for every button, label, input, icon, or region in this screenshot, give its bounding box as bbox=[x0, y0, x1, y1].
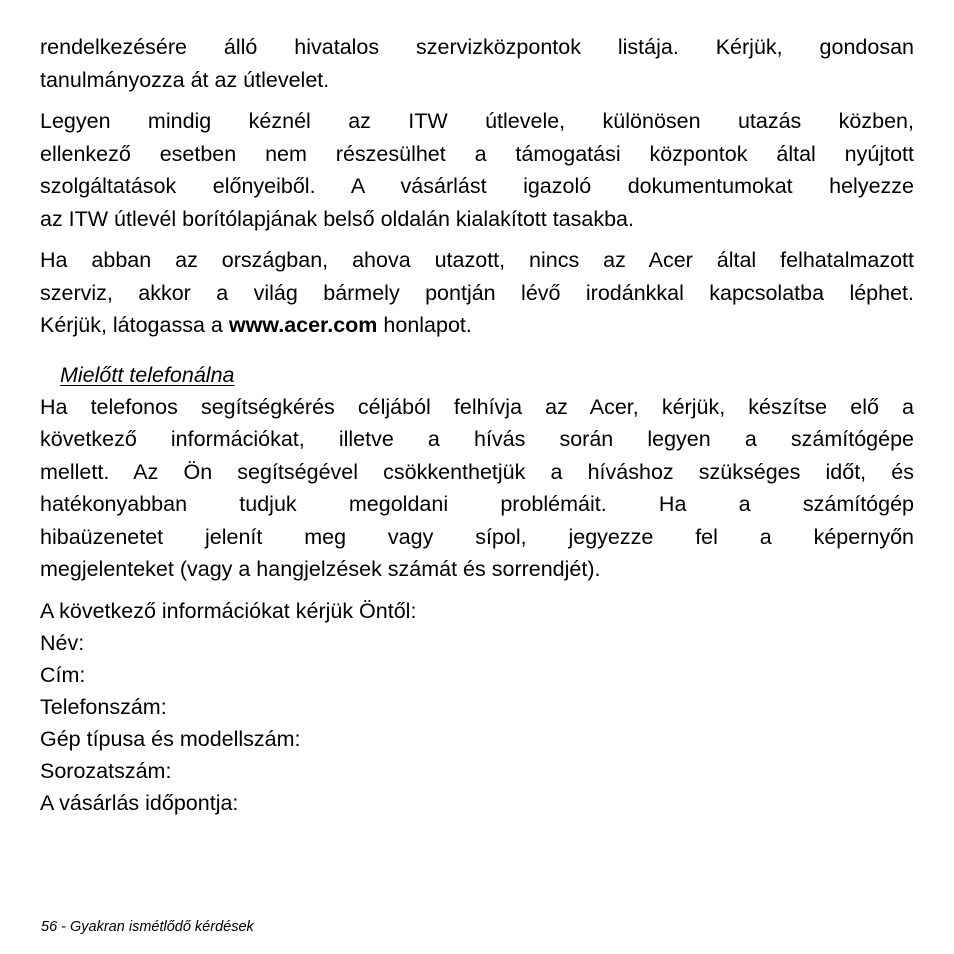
text-line: szolgáltatások előnyeiből. A vásárlást igazoló dokumentumokat helyezze bbox=[40, 174, 914, 198]
visit-prefix: Kérjük, látogassa a bbox=[40, 313, 229, 337]
text-line: Legyen mindig kéznél az ITW útlevele, különösen utazás közben, bbox=[40, 109, 914, 133]
paragraph-no-authorized-service bbox=[40, 244, 914, 342]
page-footer: 56 - Gyakran ismétlődő kérdések bbox=[41, 919, 254, 935]
text-line: Ha abban az országban, ahova utazott, nincs az Acer által felhatalmazott bbox=[40, 248, 914, 272]
paragraph-itw-passport bbox=[40, 105, 914, 235]
document-page bbox=[40, 31, 914, 819]
field-address-label: Cím: bbox=[40, 663, 86, 687]
field-phone-label: Telefonszám: bbox=[40, 695, 167, 719]
field-model-label: Gép típusa és modellszám: bbox=[40, 727, 301, 751]
text-line: megjelenteket (vagy a hangjelzések számát és sorrendjét). bbox=[40, 557, 601, 581]
paragraph-service-centers bbox=[40, 31, 914, 96]
info-request-intro: A következő információkat kérjük Öntől: bbox=[40, 598, 417, 623]
required-info-list bbox=[40, 627, 914, 819]
field-name-label: Név: bbox=[40, 631, 85, 655]
text-line: ellenkező esetben nem részesülhet a támogatási központok által nyújtott bbox=[40, 141, 914, 166]
text-line: mellett. Az Ön segítségével csökkenthetjük a híváshoz szükséges időt, és bbox=[40, 459, 914, 484]
text-line: rendelkezésére álló hivatalos szervizközpontok listája. Kérjük, gondosan bbox=[40, 35, 914, 59]
text-line: hatékonyabban tudjuk megoldani problémáit. Ha a számítógép bbox=[40, 492, 914, 516]
acer-website-link[interactable]: www.acer.com bbox=[228, 313, 378, 337]
text-line: szerviz, akkor a világ bármely pontján lévő irodánkkal kapcsolatba léphet. bbox=[40, 280, 914, 305]
text-line: tanulmányozza át az útlevelet. bbox=[40, 67, 330, 92]
paragraph-phone-support bbox=[40, 391, 914, 586]
text-line: hibaüzenetet jelenít meg vagy sípol, jegyezze fel a képernyőn bbox=[40, 524, 914, 549]
text-line: következő információkat, illetve a hívás során legyen a számítógépe bbox=[40, 427, 914, 451]
text-line bbox=[40, 309, 914, 342]
section-heading-before-calling: Mielőtt telefonálna bbox=[60, 362, 235, 387]
field-serial-label: Sorozatszám: bbox=[40, 759, 172, 783]
text-line: az ITW útlevél borítólapjának belső oldalán kialakított tasakba. bbox=[40, 206, 634, 231]
field-purchase-date-label: A vásárlás időpontja: bbox=[40, 791, 239, 815]
visit-suffix: honlapot. bbox=[377, 313, 472, 337]
text-line: Ha telefonos segítségkérés céljából felhívja az Acer, kérjük, készítse elő a bbox=[40, 394, 914, 419]
